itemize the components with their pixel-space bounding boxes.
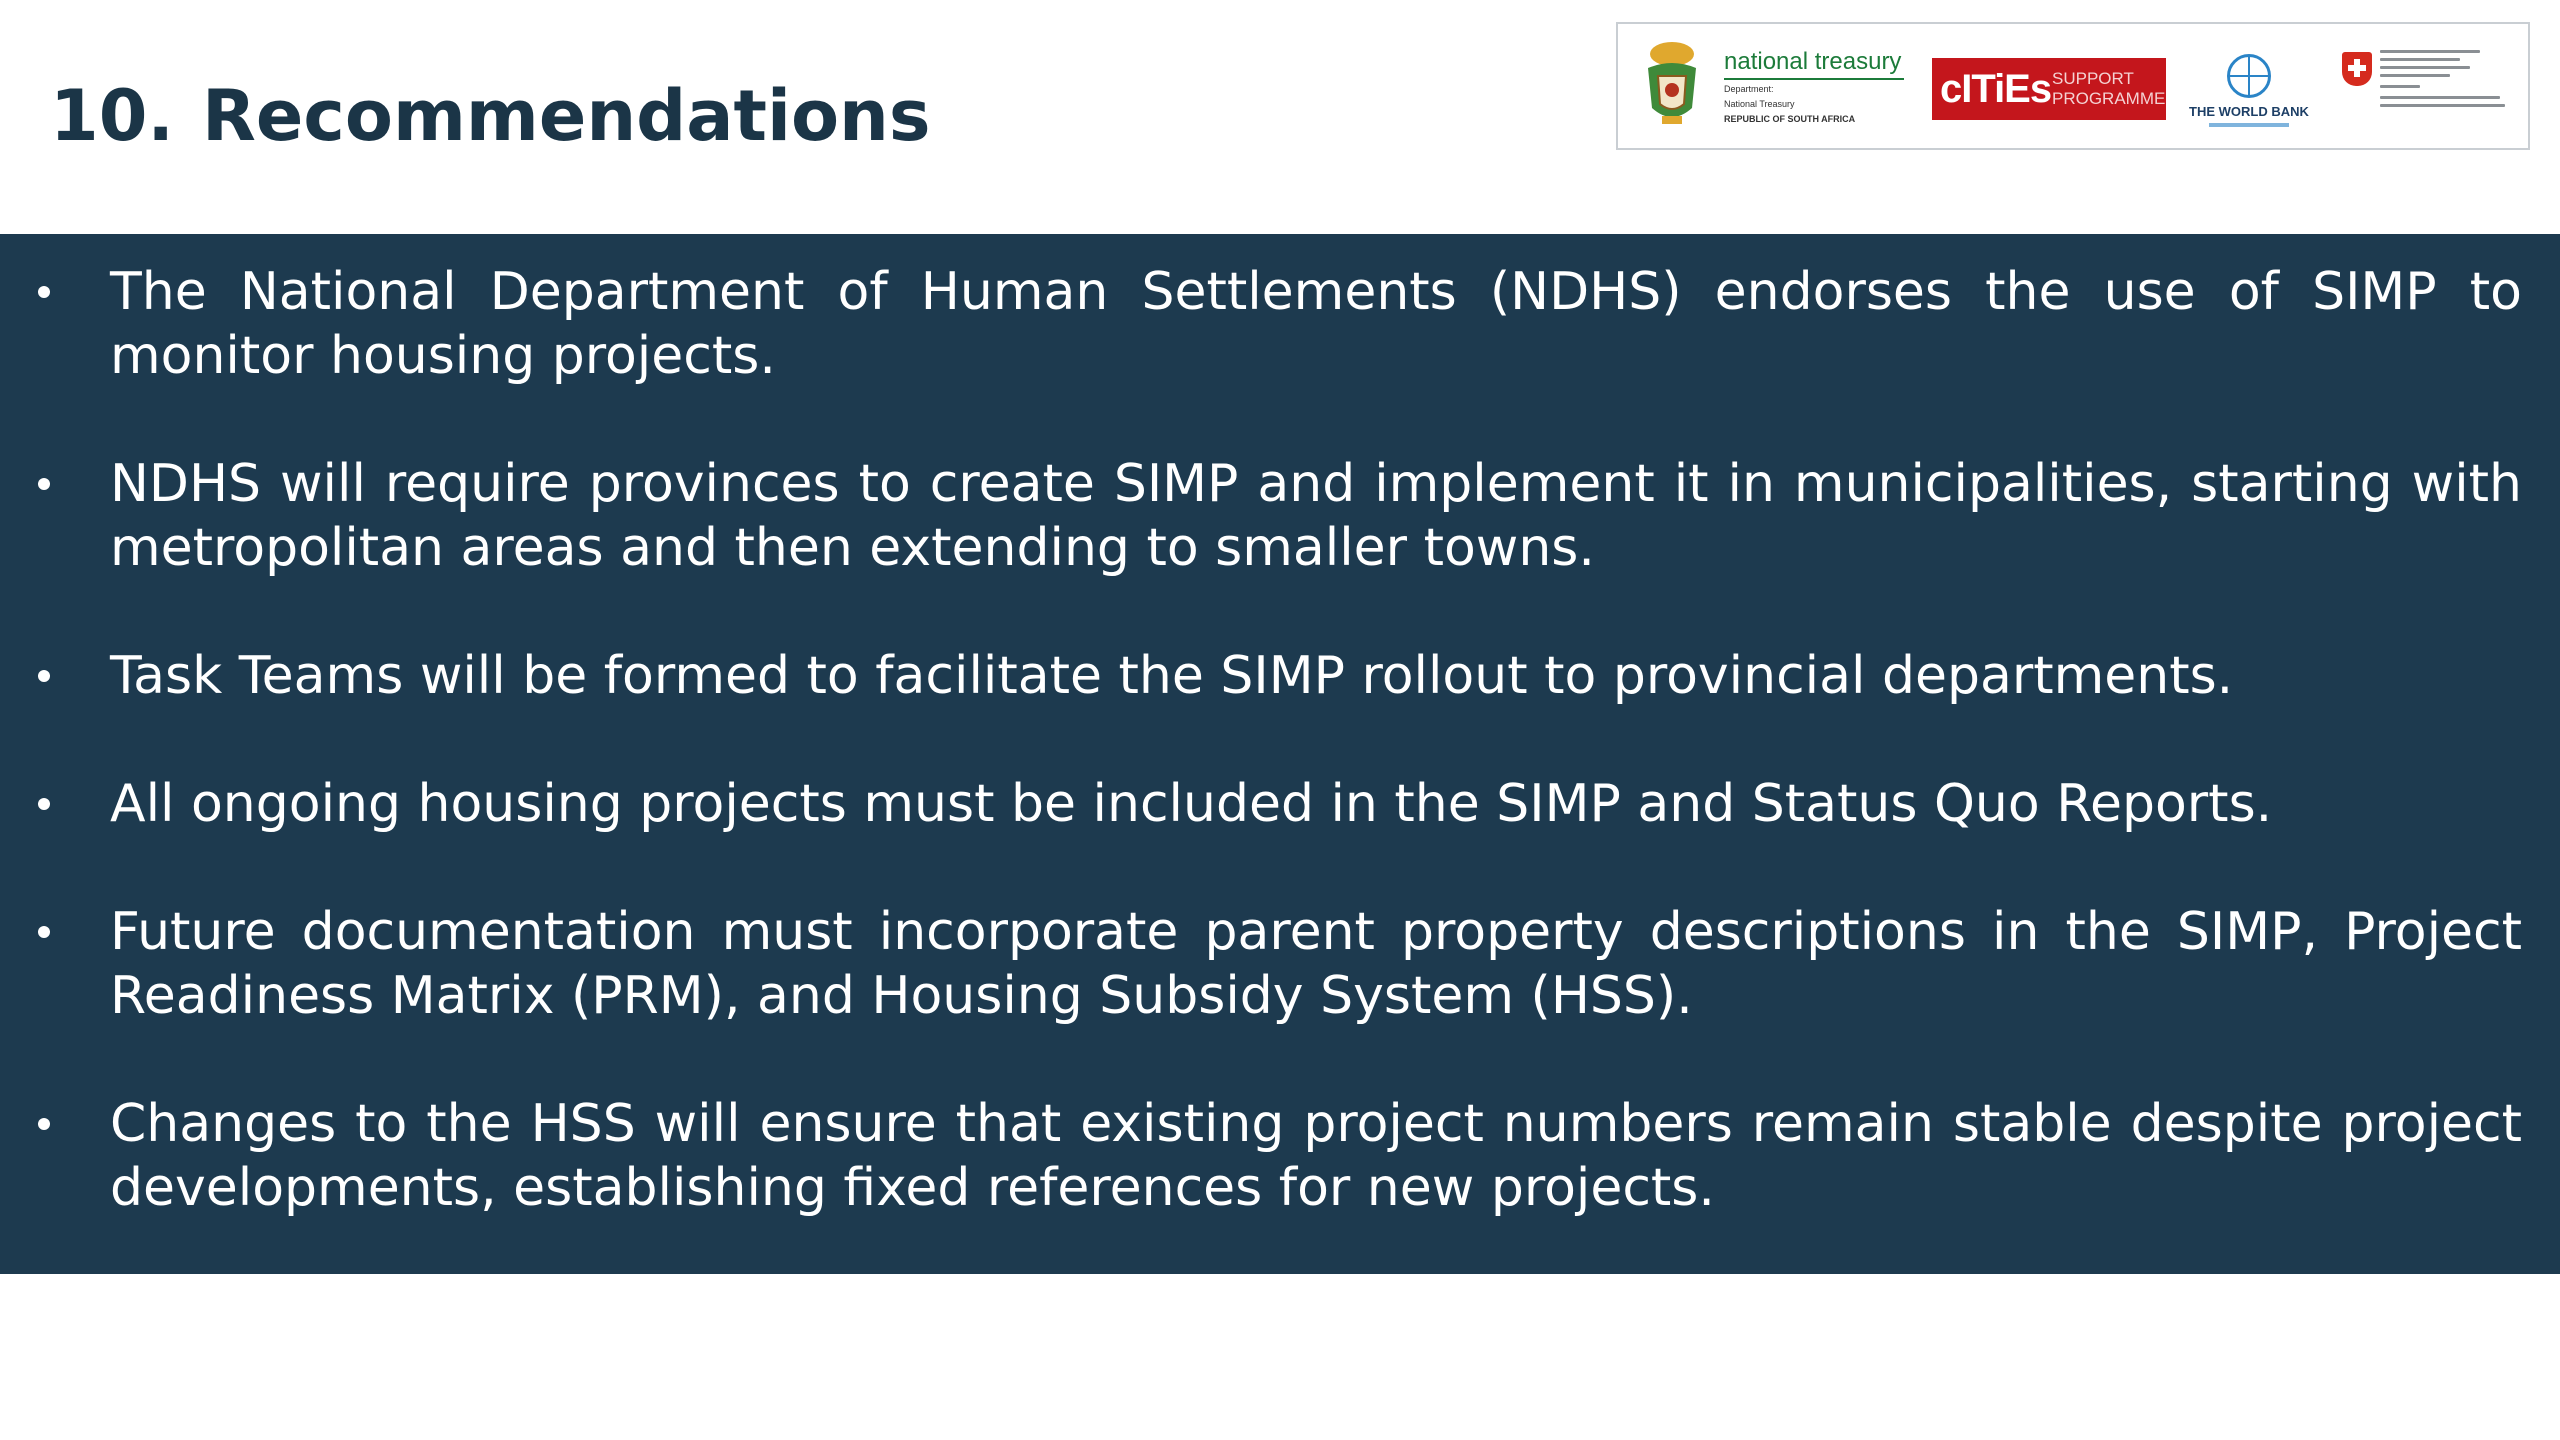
recommendation-text: Changes to the HSS will ensure that existing project numbers remain stable despite project developments, establishing fixed references for new projects. — [110, 1094, 2522, 1218]
cities-sub-1: SUPPORT — [2052, 69, 2134, 88]
recommendation-text: Future documentation must incorporate parent property descriptions in the SIMP, Project Readiness Matrix (PRM), and Housing Subsidy System (HSS). — [110, 902, 2522, 1026]
bullet-icon — [38, 798, 50, 810]
world-bank-tagline-bar — [2209, 123, 2289, 127]
bullet-icon — [38, 670, 50, 682]
bullet-icon — [38, 1118, 50, 1130]
partner-logo-strip — [1616, 22, 2530, 150]
world-bank-logo — [2184, 54, 2314, 127]
swiss-cross-icon — [2342, 52, 2372, 86]
section-number: 10. — [50, 75, 175, 157]
globe-icon — [2227, 54, 2271, 98]
bullet-icon — [38, 286, 50, 298]
recommendation-text: All ongoing housing projects must be included in the SIMP and Status Quo Reports. — [110, 774, 2273, 834]
recommendation-text: The National Department of Human Settlements (NDHS) endorses the use of SIMP to monitor housing projects. — [110, 262, 2522, 386]
swiss-text-lines — [2380, 50, 2510, 112]
page-title — [50, 68, 931, 164]
treasury-line-3: REPUBLIC OF SOUTH AFRICA — [1724, 114, 1856, 124]
section-title: Recommendations — [202, 75, 931, 157]
coat-of-arms-icon — [1638, 38, 1706, 130]
recommendations-panel — [0, 234, 2560, 1274]
recommendation-text: NDHS will require provinces to create SIMP and implement it in municipalities, starting with metropolitan areas and then extending to smaller towns. — [110, 454, 2522, 578]
treasury-line-1: Department: — [1724, 84, 1774, 94]
treasury-line-2: National Treasury — [1724, 99, 1795, 109]
national-treasury-name: national treasury — [1724, 48, 1904, 80]
cities-wordmark: cITiEs — [1940, 66, 2052, 111]
cities-sub-2: PROGRAMME — [2052, 89, 2166, 108]
national-treasury-logo — [1724, 48, 1904, 125]
recommendation-text: Task Teams will be formed to facilitate the SIMP rollout to provincial departments. — [110, 646, 2234, 706]
bullet-icon — [38, 926, 50, 938]
cities-support-programme-logo — [1932, 58, 2166, 120]
bullet-icon — [38, 478, 50, 490]
world-bank-name: THE WORLD BANK — [2189, 104, 2309, 119]
